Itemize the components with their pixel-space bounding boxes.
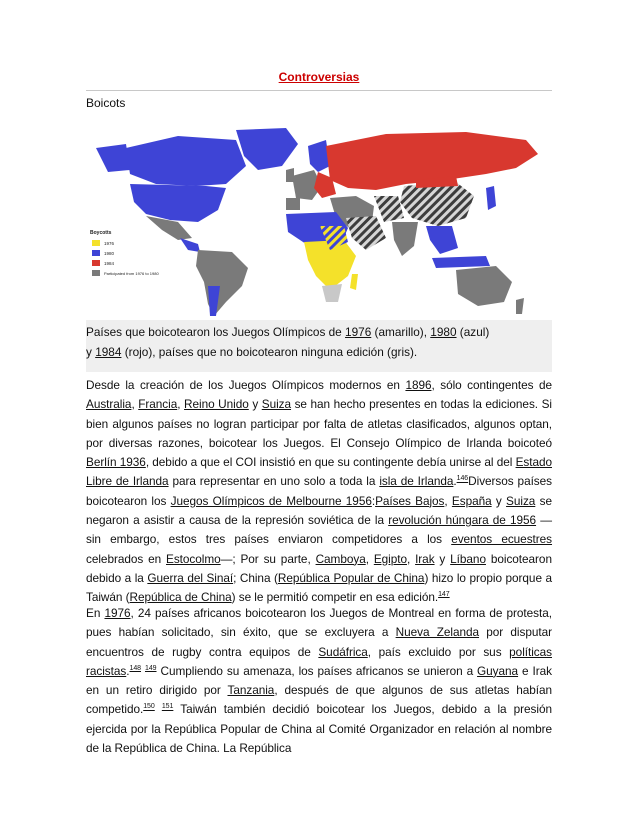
- map-legend: [90, 230, 159, 276]
- para-text: —sin embargo, estos tres países enviaron competidores a los: [86, 513, 553, 547]
- para-text: ) se le permitió competir en esa edición.: [231, 590, 439, 605]
- china-hatched: [400, 182, 474, 226]
- link-melbourne-1956[interactable]: Juegos Olímpicos de Melbourne 1956: [170, 493, 372, 508]
- paragraph-1976: [86, 604, 552, 758]
- caption-text: (amarillo),: [371, 325, 431, 339]
- indonesia-shape: [432, 256, 490, 268]
- arabia-hatched: [346, 216, 386, 250]
- link-espana[interactable]: España: [451, 493, 492, 508]
- link-suiza[interactable]: Suiza: [261, 397, 292, 412]
- footnote-148[interactable]: 148: [129, 664, 142, 672]
- link-republica-china[interactable]: República de China: [129, 590, 232, 605]
- para-text: , país excluido por sus: [367, 644, 510, 659]
- link-nueva-zelanda[interactable]: Nueva Zelanda: [395, 625, 480, 640]
- link-estado-libre-irlanda[interactable]: Estado Libre de Irlanda: [86, 455, 552, 489]
- footnote-150[interactable]: 150: [143, 703, 155, 711]
- para-text: Cumpliendo su amenaza, los países africanos se unieron a: [156, 663, 478, 678]
- south-africa-shape: [322, 284, 342, 302]
- link-revolucion-hungara[interactable]: revolución húngara de 1956: [388, 513, 537, 528]
- scandinavia-shape: [308, 140, 330, 172]
- para-text: se negaron a asistir a causa de la represión soviética de la: [86, 493, 552, 528]
- caption-text: y: [86, 345, 96, 359]
- link-australia[interactable]: Australia: [86, 397, 132, 412]
- para-text: , sólo contingentes de: [431, 378, 552, 392]
- greenland-shape: [236, 128, 298, 170]
- madagascar-shape: [350, 274, 358, 290]
- caption-text: Países que boicotearon los Juegos Olímpicos de: [86, 325, 346, 339]
- caption-text: (rojo), países que no boicotearon ninguna edición (gris).: [121, 345, 418, 359]
- para-text: ,: [444, 493, 452, 508]
- footnote-149[interactable]: 149: [144, 664, 157, 672]
- para-text: :: [371, 493, 376, 508]
- para-text: , debido a que el COI insistió en que su contingente debía unirse al del: [145, 455, 516, 470]
- legend-label-participated: Participated from 1976 to 1980: [104, 271, 159, 276]
- link-1984[interactable]: 1984: [95, 345, 122, 359]
- link-sudafrica[interactable]: Sudáfrica: [318, 644, 368, 659]
- para-text: por disputar encuentros de rugby contra equipos de: [86, 625, 552, 659]
- map-caption: [86, 320, 552, 372]
- para-text: En: [86, 606, 105, 620]
- link-berlin-1936[interactable]: Berlín 1936: [86, 455, 146, 470]
- heading-divider: [86, 90, 552, 91]
- para-text: ) hizo lo propio porque a Taiwán (: [86, 570, 553, 605]
- para-text: Taiwán también decidió boicotear los Juegos, debido a la presión ejercida por la República Popular de China al Comité Organizador en relación al nombre de la República de China. La República: [86, 702, 552, 756]
- para-text: se han hecho presentes en todas la ediciones. Si bien algunos países no logran participar por falta de atletas clasificados, algunos optan, por diversas razones, boicotear los Juegos. El Consejo Olímpico de Irlanda boicoteó: [86, 397, 552, 450]
- footnote-151[interactable]: 151: [161, 703, 174, 711]
- link-1980[interactable]: 1980: [430, 325, 457, 339]
- link-paises-bajos[interactable]: Países Bajos: [375, 493, 445, 508]
- link-egipto[interactable]: Egipto: [373, 551, 407, 566]
- footnote-147[interactable]: 147: [438, 591, 450, 599]
- usa-shape: [130, 184, 226, 222]
- para-text: celebrados en: [86, 551, 166, 566]
- link-suiza-2[interactable]: Suiza: [506, 493, 536, 508]
- link-camboya[interactable]: Camboya: [315, 551, 366, 566]
- link-1976[interactable]: 1976: [345, 325, 372, 339]
- canada-shape: [126, 136, 246, 186]
- para-text: [155, 702, 162, 716]
- legend-swatch-1980: [92, 250, 100, 256]
- footnote-146[interactable]: 146: [456, 475, 469, 483]
- japan-shape: [486, 186, 496, 210]
- link-francia[interactable]: Francia: [138, 397, 178, 412]
- iran-hatched: [374, 196, 404, 222]
- link-politicas-racistas[interactable]: políticas racistas: [86, 644, 552, 678]
- alaska-shape: [96, 144, 130, 172]
- para-text: ,: [131, 397, 139, 412]
- central-america-shape: [180, 238, 200, 252]
- link-isla-irlanda[interactable]: isla de Irlanda: [379, 474, 454, 489]
- para-text: y: [248, 397, 262, 412]
- para-text: para representar en uno solo a toda la: [168, 474, 380, 489]
- link-guerra-sinai[interactable]: Guerra del Sinaí: [147, 570, 234, 585]
- link-guyana[interactable]: Guyana: [477, 663, 519, 678]
- para-text: , después de que algunos de sus atletas habían competido.: [86, 683, 552, 717]
- se-asia-shape: [426, 226, 458, 254]
- link-eventos-ecuestres[interactable]: eventos ecuestres: [451, 532, 553, 547]
- para-text: boicotearon debido a la: [86, 551, 552, 585]
- legend-label-1984: 1984: [104, 261, 115, 266]
- section-heading: Controversias: [278, 70, 360, 84]
- caption-text: (azul): [456, 325, 490, 339]
- legend-swatch-1976: [92, 240, 100, 246]
- link-republica-popular-china[interactable]: República Popular de China: [277, 570, 425, 585]
- subsection-label: Boicots: [86, 96, 126, 110]
- new-zealand-shape: [516, 298, 524, 314]
- para-text: Diversos países boicotearon los: [86, 474, 553, 508]
- para-text: ,: [365, 551, 374, 566]
- para-text: y: [491, 493, 507, 508]
- link-1896[interactable]: 1896: [405, 378, 432, 392]
- para-text: e Irak en un retiro dirigido por: [86, 663, 552, 698]
- para-text: ,: [177, 397, 185, 412]
- link-tanzania[interactable]: Tanzania: [227, 683, 275, 698]
- legend-title: Boycotts: [90, 230, 112, 236]
- south-america-shape: [196, 250, 248, 316]
- paragraph-history: [86, 376, 552, 608]
- para-text: Desde la creación de los Juegos Olímpicos modernos en: [86, 378, 406, 392]
- link-1976-montreal[interactable]: 1976: [104, 606, 131, 620]
- para-text: —; Por su parte,: [220, 551, 316, 566]
- legend-label-1980: 1980: [104, 251, 115, 256]
- link-libano[interactable]: Líbano: [450, 551, 486, 566]
- boycott-world-map: [86, 126, 552, 318]
- para-text: ; China (: [233, 570, 278, 585]
- para-text: .: [126, 663, 130, 678]
- link-estocolmo[interactable]: Estocolmo: [166, 551, 221, 566]
- world-map-image: [86, 126, 552, 318]
- uk-shape: [286, 168, 294, 182]
- para-text: .: [453, 474, 457, 489]
- para-text: , 24 países africanos boicotearon los Juegos de Montreal en forma de protesta, pues habían solicitado, sin éxito, que se excluyera a: [86, 606, 552, 640]
- legend-swatch-participated: [92, 270, 100, 276]
- iberia-shape: [286, 198, 300, 210]
- legend-label-1976: 1976: [104, 241, 115, 246]
- para-text: ,: [406, 551, 416, 566]
- india-shape: [392, 222, 418, 256]
- para-text: y: [434, 551, 451, 566]
- link-reino-unido[interactable]: Reino Unido: [184, 397, 249, 412]
- australia-shape: [456, 266, 512, 306]
- legend-swatch-1984: [92, 260, 100, 266]
- link-irak[interactable]: Irak: [415, 551, 435, 566]
